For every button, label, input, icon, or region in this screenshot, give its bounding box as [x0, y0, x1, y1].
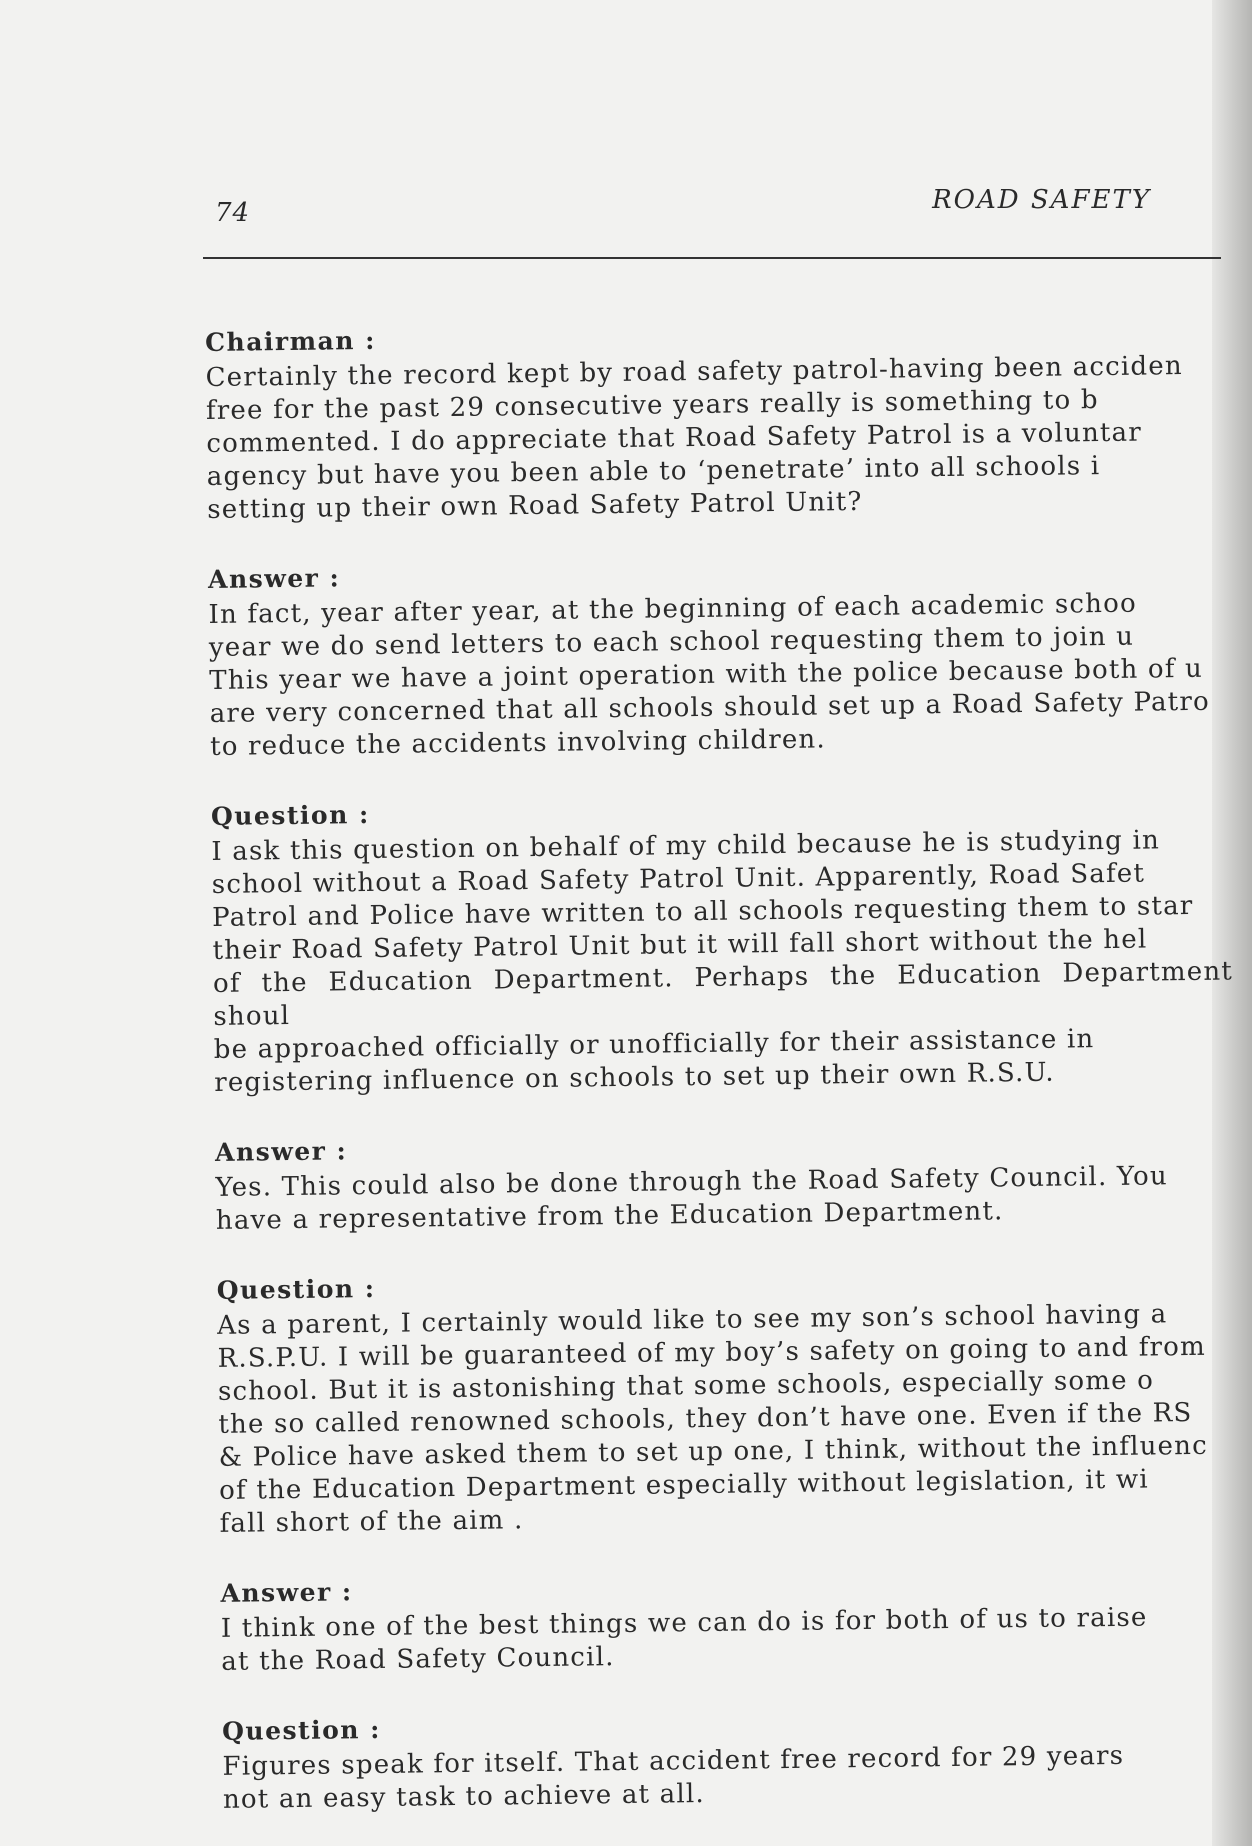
dialogue-block [217, 1263, 1240, 1540]
page-header [203, 180, 1221, 260]
speaker-label: Answer : [220, 1577, 353, 1608]
speaker-label: Question : [221, 1714, 382, 1746]
speaker-label: Answer : [214, 1136, 348, 1167]
dialogue-content [205, 316, 1243, 1815]
dialogue-text: In fact, year after year, at the beginning of each academic schoo year we do send letters to each school requesting them to join u This year we have a joint operation with the police because both of u are very concerned that all schools should set up a Road Safety Patro to reduce the accidents involving children. [208, 588, 1211, 762]
speaker-label: Question : [216, 1273, 376, 1305]
speaker-label: Question : [210, 800, 370, 831]
dialogue-block [208, 553, 1230, 764]
header-rule [203, 257, 1221, 259]
dialogue-text: Yes. This could also be done through the Road Safety Council. You have a representative from the Education Department. [215, 1161, 1168, 1236]
dialogue-block [220, 1566, 1241, 1678]
dialogue-text: As a parent, I certainly would like to see my son’s school having a R.S.P.U. I will be guaranteed of my boy’s safety on going to and from school. But it is astonishing that some schools, especially some o the so called renowned schools, they don’t have one. Even if the RS & Police have asked them to set up one, I think, without the influenc of the Education Department especially without legislation, it wi fall short of the aim . [217, 1299, 1209, 1539]
dialogue-text: Certainly the record kept by road safety patrol-having been acciden free for the past 29 consecutive years really is something to b commented. I do appreciate that Road Safety Patrol is a voluntar agency but have you been able to ‘penetrate’ into all schools i setting up their own Road Safety Patrol Unit? [205, 351, 1183, 525]
dialogue-block [211, 790, 1235, 1100]
dialogue-block [222, 1704, 1243, 1816]
dialogue-text: I ask this question on behalf of my child because he is studying in school without a Road Safety Patrol Unit. Apparently, Road Safet Patrol and Police have written to all schools requesting them to star their Road Safety Patrol Unit but it will fall short without the hel of the Education Department. Perhaps the Education Department shoul be approached officially or unofficially for their assistance in registering influence on schools to set up their own R.S.U. [211, 825, 1234, 1098]
page-number: 74 [215, 198, 251, 228]
dialogue-block [215, 1125, 1236, 1237]
dialogue-block [205, 316, 1227, 527]
running-title: ROAD SAFETY [932, 185, 1151, 215]
speaker-label: Chairman : [205, 325, 377, 357]
dialogue-text: Figures speak for itself. That accident free record for 29 years not an easy task to achieve at all. [222, 1740, 1125, 1815]
dialogue-text: I think one of the best things we can do is for both of us to raise at the Road Safety Council. [220, 1602, 1148, 1677]
speaker-label: Answer : [207, 563, 341, 594]
